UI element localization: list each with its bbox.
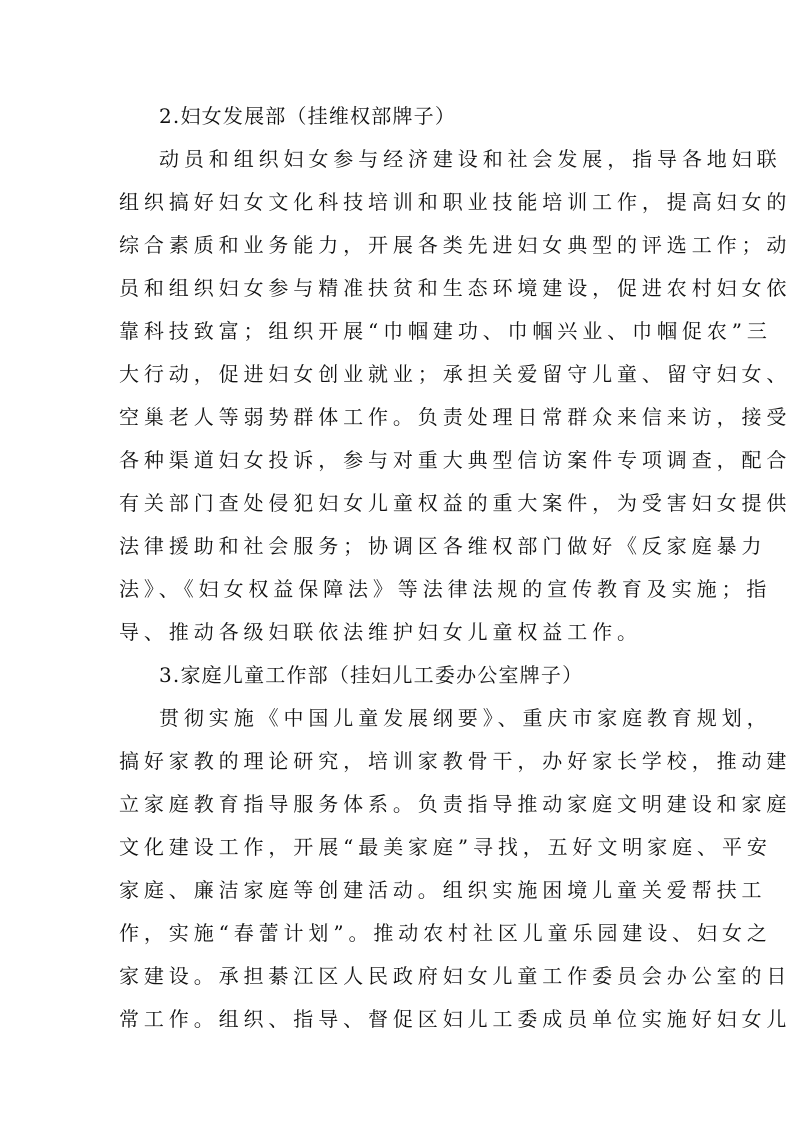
paragraph-line: 常工作。组织、指导、督促区妇儿工委成员单位实施好妇女儿 [119,1007,792,1031]
paragraph-line: 立家庭教育指导服务体系。负责指导推动家庭文明建设和家庭 [119,792,792,816]
paragraph-line: 各种渠道妇女投诉，参与对重大典型信访案件专项调查，配合 [119,448,792,472]
paragraph-line: 家建设。承担綦江区人民政府妇女儿童工作委员会办公室的日 [119,964,792,988]
section-heading-women-development: 2.妇女发展部（挂维权部牌子） [159,104,457,128]
paragraph-line: 搞好家教的理论研究，培训家教骨干，办好家长学校，推动建 [119,749,792,773]
paragraph-line: 导、推动各级妇联依法维护妇女儿童权益工作。 [119,620,642,644]
paragraph-line: 空巢老人等弱势群体工作。负责处理日常群众来信来访，接受 [119,405,792,429]
paragraph-line: 法》、《妇女权益保障法》等法律法规的宣传教育及实施；指 [119,577,772,601]
paragraph-line: 法律援助和社会服务；协调区各维权部门做好《反家庭暴力 [119,534,767,558]
paragraph-line: 作，实施“春蕾计划”。推动农村社区儿童乐园建设、妇女之 [119,921,772,945]
paragraph-line: 家庭、廉洁家庭等创建活动。组织实施困境儿童关爱帮扶工 [119,878,767,902]
paragraph-line: 大行动，促进妇女创业就业；承担关爱留守儿童、留守妇女、 [119,362,792,386]
paragraph-line: 靠科技致富；组织开展“巾帼建功、巾帼兴业、巾帼促农”三 [119,319,772,343]
paragraph-line: 组织搞好妇女文化科技培训和职业技能培训工作，提高妇女的 [119,190,792,214]
paragraph-line: 有关部门查处侵犯妇女儿童权益的重大案件，为受害妇女提供 [119,491,792,515]
section-heading-family-children: 3.家庭儿童工作部（挂妇儿工委办公室牌子） [159,663,584,687]
paragraph-line: 贯彻实施《中国儿童发展纲要》、重庆市家庭教育规划， [159,706,772,730]
paragraph-line: 文化建设工作，开展“最美家庭”寻找，五好文明家庭、平安 [119,835,772,859]
paragraph-line: 员和组织妇女参与精准扶贫和生态环境建设，促进农村妇女依 [119,276,792,300]
paragraph-line: 综合素质和业务能力，开展各类先进妇女典型的评选工作；动 [119,233,792,257]
paragraph-line: 动员和组织妇女参与经济建设和社会发展，指导各地妇联 [159,147,782,171]
